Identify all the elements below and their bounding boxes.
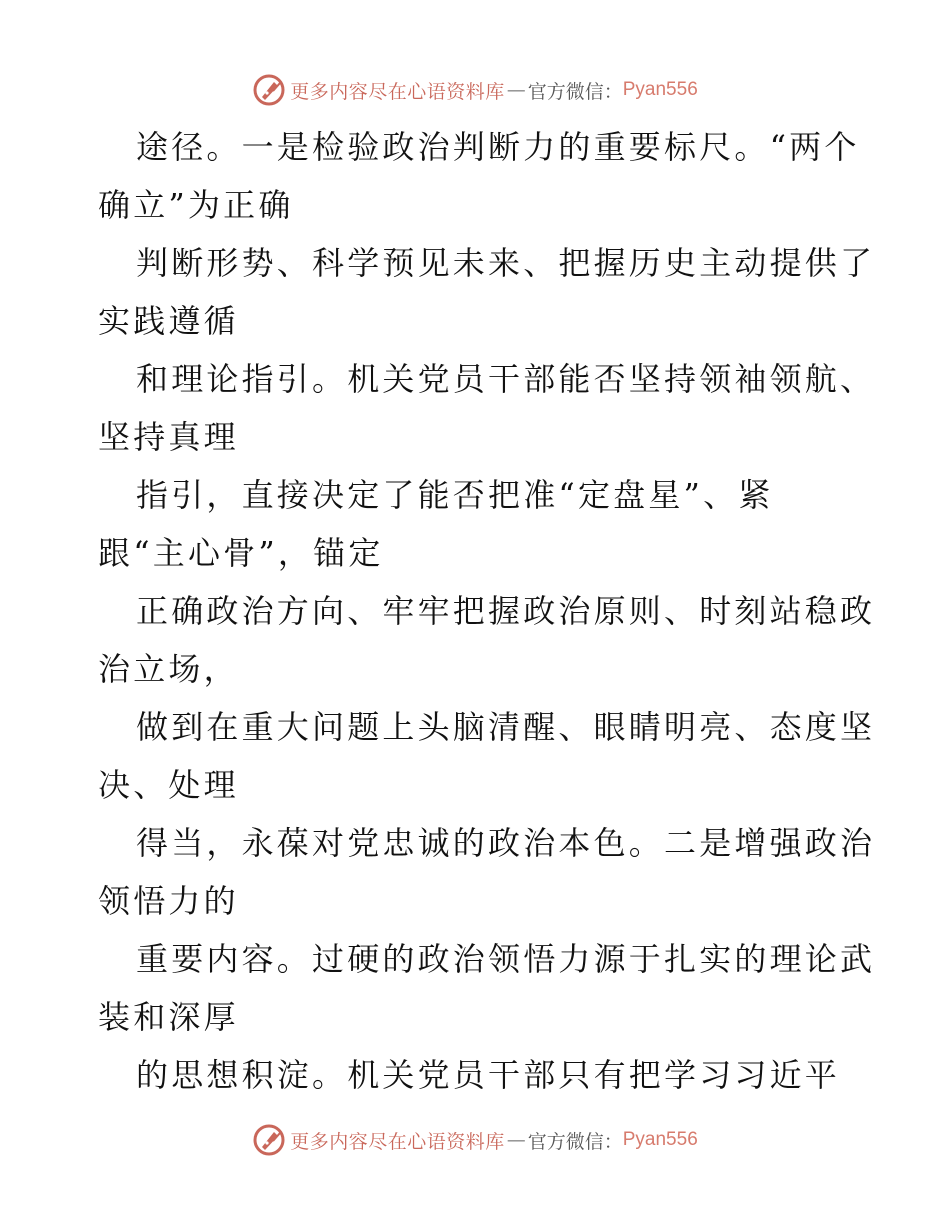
text-line: 决、处理 bbox=[98, 766, 239, 804]
watermark-wechat-label: 官方微信： bbox=[527, 80, 623, 103]
text-line: 坚持真理 bbox=[98, 418, 239, 456]
document-body bbox=[98, 118, 876, 1104]
watermark-wechat-id: Pyan556 bbox=[622, 79, 698, 100]
text-line: 领悟力的 bbox=[98, 882, 239, 920]
watermark-site-text: 更多内容尽在心语资料库 bbox=[290, 1130, 505, 1153]
watermark-separator: — bbox=[506, 79, 526, 101]
footer-watermark bbox=[0, 1120, 950, 1160]
watermark-separator: — bbox=[506, 1129, 526, 1151]
watermark-wechat-label: 官方微信： bbox=[527, 1130, 623, 1153]
text-line: 途径。一是检验政治判断力的重要标尺。“两个 bbox=[136, 128, 860, 166]
pen-nib-circle-icon bbox=[252, 73, 286, 107]
watermark-site-text: 更多内容尽在心语资料库 bbox=[290, 80, 505, 103]
text-line: 跟“主心骨”，锚定 bbox=[98, 534, 384, 572]
text-line: 装和深厚 bbox=[98, 998, 239, 1036]
pen-nib-circle-icon bbox=[252, 1123, 286, 1157]
text-line: 治立场， bbox=[98, 650, 239, 688]
text-line: 确立”为正确 bbox=[98, 186, 294, 224]
text-line: 重要内容。过硬的政治领悟力源于扎实的理论武 bbox=[136, 940, 876, 978]
watermark-wechat-id: Pyan556 bbox=[622, 1129, 698, 1150]
text-line: 的思想积淀。机关党员干部只有把学习习近平 bbox=[136, 1056, 841, 1094]
text-line: 做到在重大问题上头脑清醒、眼睛明亮、态度坚 bbox=[136, 708, 876, 746]
text-line: 判断形势、科学预见未来、把握历史主动提供了 bbox=[136, 244, 876, 282]
text-line: 得当，永葆对党忠诚的政治本色。二是增强政治 bbox=[136, 824, 876, 862]
text-line: 实践遵循 bbox=[98, 302, 239, 340]
header-watermark bbox=[0, 70, 950, 110]
text-line: 正确政治方向、牢牢把握政治原则、时刻站稳政 bbox=[136, 592, 876, 630]
text-line: 和理论指引。机关党员干部能否坚持领袖领航、 bbox=[136, 360, 876, 398]
text-line: 指引，直接决定了能否把准“定盘星”、紧 bbox=[136, 476, 774, 514]
